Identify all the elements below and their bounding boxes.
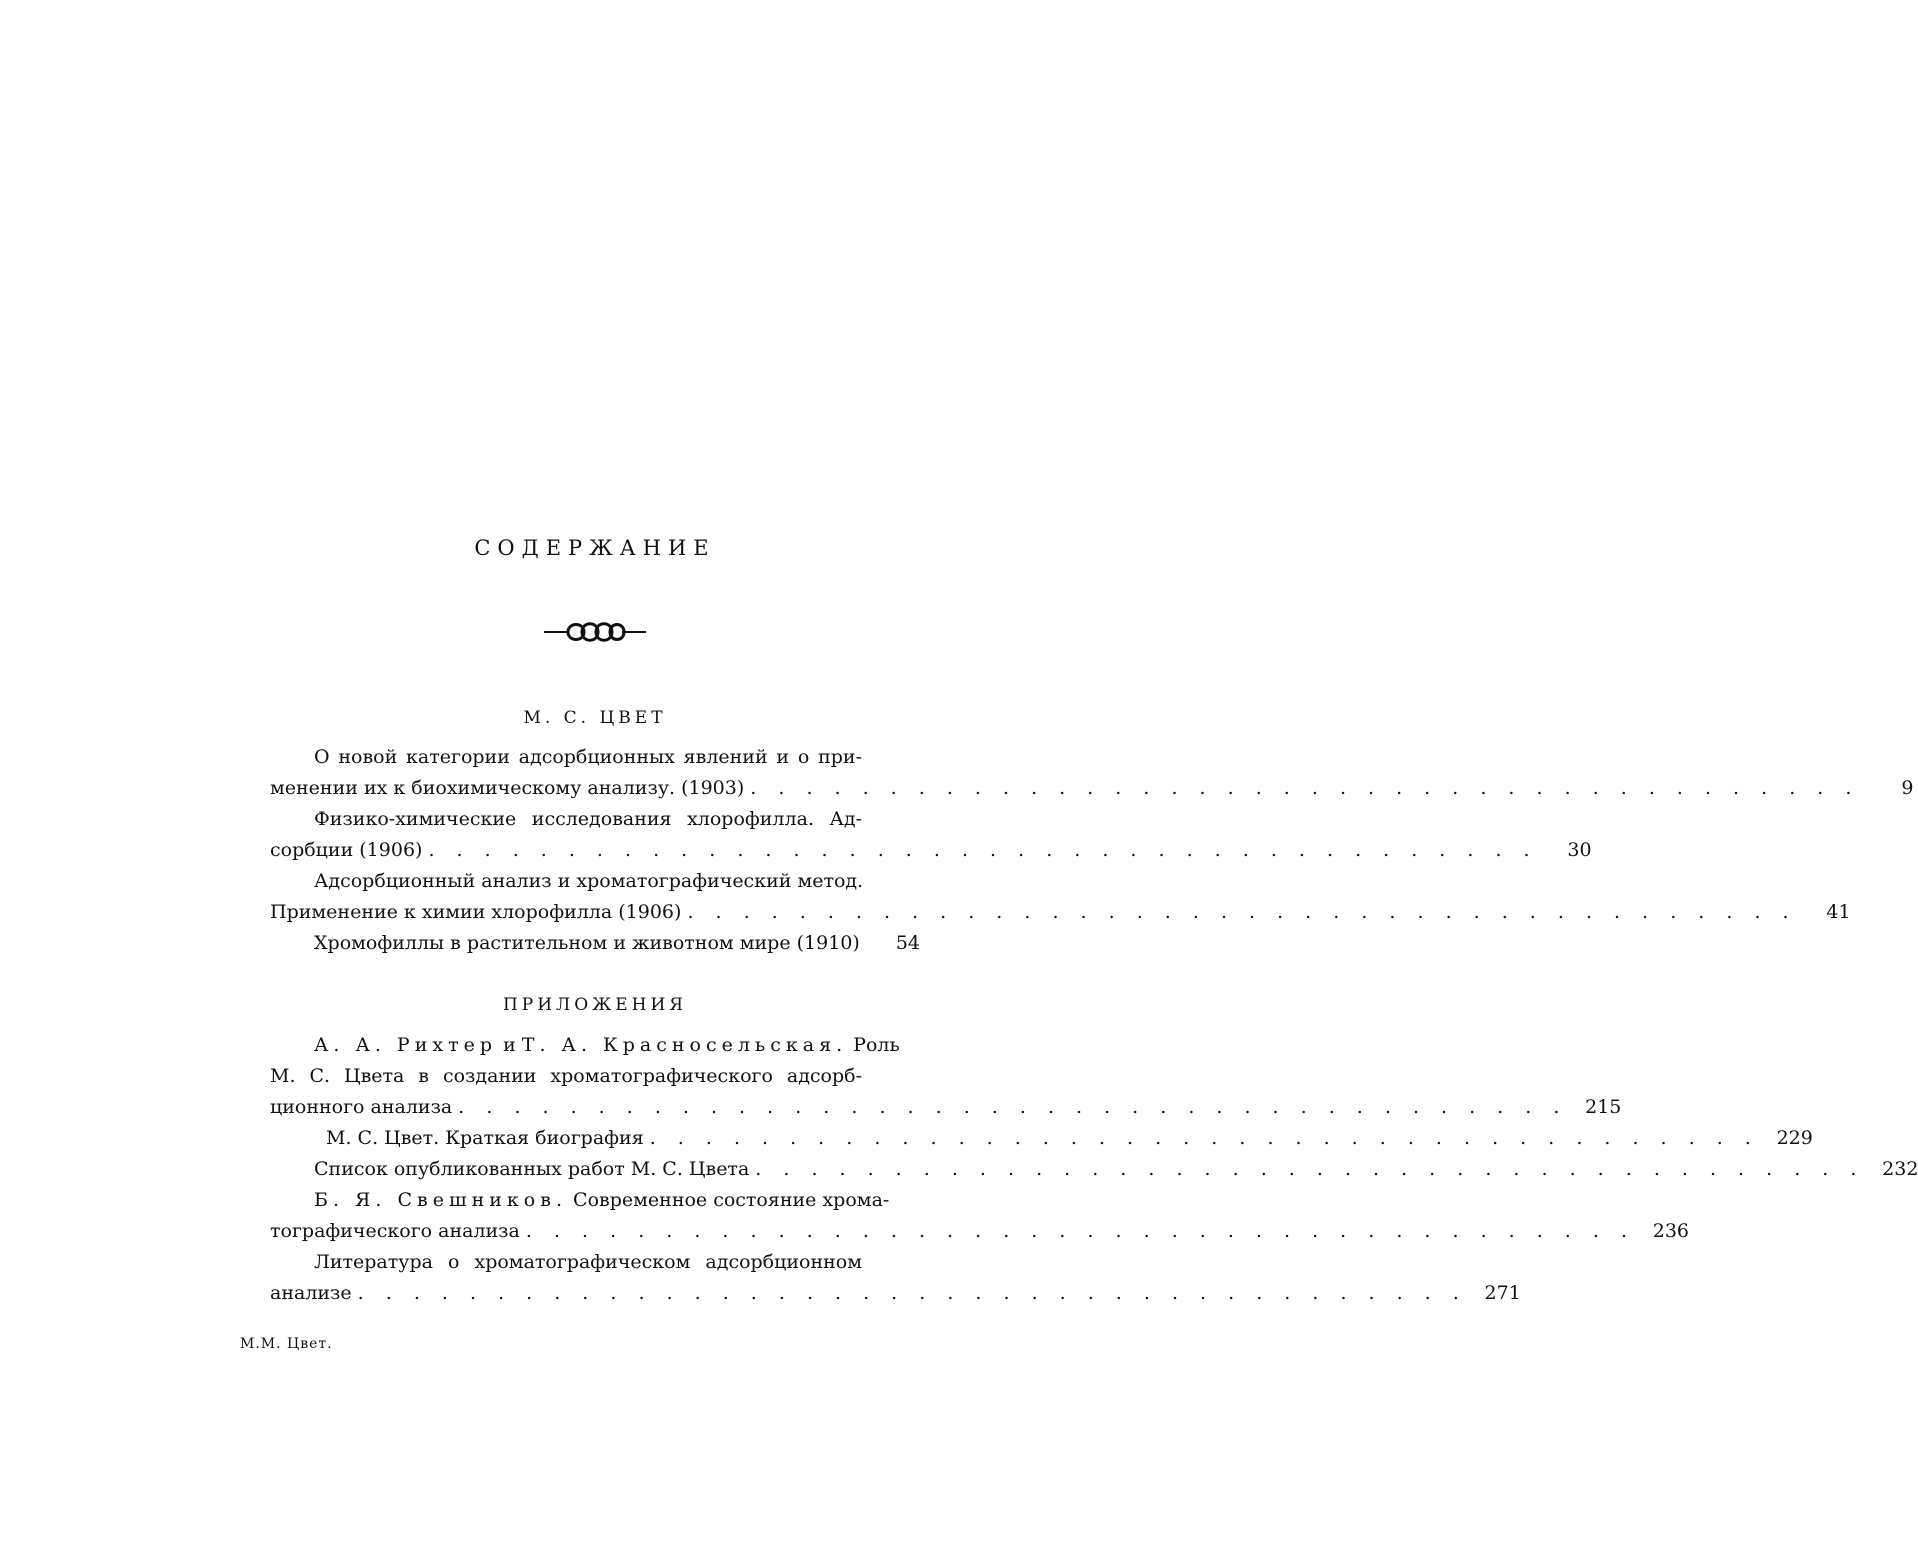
page-number: 30 — [1567, 839, 1592, 861]
toc-section-tsvet — [270, 742, 1914, 959]
page-title: СОДЕРЖАНИЕ — [474, 536, 716, 560]
toc-entry-text: О новой категории адсорбционных явлений и о при- — [314, 746, 862, 768]
toc-entry-text: М. С. Цвет. Краткая биография — [326, 1127, 644, 1149]
toc-entry-row — [270, 1216, 1689, 1247]
toc-entry-text: менении их к биохимическому анализу. (1903) — [270, 777, 745, 799]
toc-line — [270, 1216, 1689, 1247]
toc-entry-row — [270, 1278, 1521, 1309]
section-heading-tsvet: М. С. ЦВЕТ — [523, 708, 667, 728]
toc-line — [270, 1247, 920, 1278]
toc-line — [270, 1030, 920, 1061]
toc-line — [270, 1154, 1918, 1185]
toc-entry-text: Список опубликованных работ М. С. Цвета — [314, 1158, 750, 1180]
toc-entry-text: анализе — [270, 1282, 352, 1304]
dot-leader: . . . . . . . . . . . . . . . . . . . . . . . . . . . . . . . . . . . . . . . . — [750, 777, 1860, 799]
page-number: 215 — [1585, 1096, 1622, 1118]
toc-entry-text: Адсорбционный анализ и хроматографический метод. — [314, 870, 864, 892]
author-name: А. А. Рихтер — [314, 1034, 498, 1056]
page-number: 54 — [895, 932, 920, 954]
toc-line — [270, 773, 1914, 804]
toc-line — [270, 1278, 1521, 1309]
toc-line — [270, 866, 920, 897]
author-name: Т. А. Красносельская. — [521, 1034, 848, 1056]
conjunction: и — [503, 1034, 516, 1056]
dot-leader: . . . . . . . . . . . . . . . . . . . . . . . . . . . . . . . . . . . . . . . . — [357, 1282, 1467, 1304]
toc-line — [270, 742, 920, 773]
toc-entry-text: М. С. Цвета в создании хроматографического адсорб- — [270, 1065, 862, 1087]
dot-leader: . . . . . . . . . . . . . . . . . . . . . . . . . . . . . . . . . . . . . . . . — [428, 839, 1538, 861]
page-number: 236 — [1652, 1220, 1689, 1242]
toc-entry-row — [314, 928, 920, 959]
dot-leader: . . . . . . . . . . . . . . . . . . . . . . . . . . . . . . . . . . . . . . . . — [525, 1220, 1635, 1242]
dot-leader: . . . . . . . . . . . . . . . . . . . . . . . . . . . . . . . . . . . . . . . . — [687, 901, 1797, 923]
toc-entry-text: тографического анализа — [270, 1220, 520, 1242]
toc-entry-row — [270, 897, 1851, 928]
toc-entry-row — [270, 1092, 1622, 1123]
toc-line — [270, 835, 1592, 866]
page-number: 41 — [1826, 901, 1851, 923]
page-footer: М.М. Цвет. — [240, 1336, 333, 1352]
toc-entry-row — [326, 1123, 1813, 1154]
knot-ornament-icon — [540, 615, 650, 649]
toc-entry-text: сорбции (1906) — [270, 839, 423, 861]
page-number: 9 — [1901, 777, 1914, 799]
toc-line — [270, 804, 920, 835]
page-number: 271 — [1484, 1282, 1521, 1304]
toc-line — [270, 1092, 1622, 1123]
section-heading-appendices: ПРИЛОЖЕНИЯ — [502, 995, 688, 1015]
toc-entry-text: Современное состояние хрома- — [573, 1189, 890, 1211]
toc-entry-text: Роль — [853, 1034, 900, 1056]
toc-line — [270, 928, 920, 959]
author-name: Б. Я. Свешников. — [314, 1189, 567, 1211]
toc-line — [270, 1061, 920, 1092]
page-number: 232 — [1882, 1158, 1918, 1180]
dot-leader: . . . . . . . . . . . . . . . . . . . . . . . . . . . . . . . . . . . . . . . . — [649, 1127, 1759, 1149]
page-number: 229 — [1776, 1127, 1813, 1149]
toc-line — [270, 1123, 1813, 1154]
toc-entry-text: ционного анализа — [270, 1096, 453, 1118]
toc-entry-row — [314, 1154, 1918, 1185]
toc-entry-text: Применение к химии хлорофилла (1906) — [270, 901, 682, 923]
toc-entry-row — [270, 773, 1914, 804]
toc-entry-text — [314, 1185, 890, 1216]
toc-line — [270, 897, 1851, 928]
toc-entry-text: Литература о хроматографическом адсорбционном — [314, 1251, 862, 1273]
dot-leader: . . . . . . . . . . . . . . . . . . . . . . . . . . . . . . . . . . . . . . . . — [458, 1096, 1568, 1118]
toc-line — [270, 1185, 920, 1216]
toc-entry-text — [314, 1030, 900, 1061]
toc-section-appendices — [270, 1030, 1918, 1309]
toc-entry-text: Хромофиллы в растительном и животном мире (1910) — [314, 932, 860, 954]
toc-entry-text: Физико-химические исследования хлорофилла. Ад- — [314, 808, 862, 830]
toc-entry-row — [270, 835, 1592, 866]
dot-leader: . . . . . . . . . . . . . . . . . . . . . . . . . . . . . . . . . . . . . . . . — [755, 1158, 1865, 1180]
